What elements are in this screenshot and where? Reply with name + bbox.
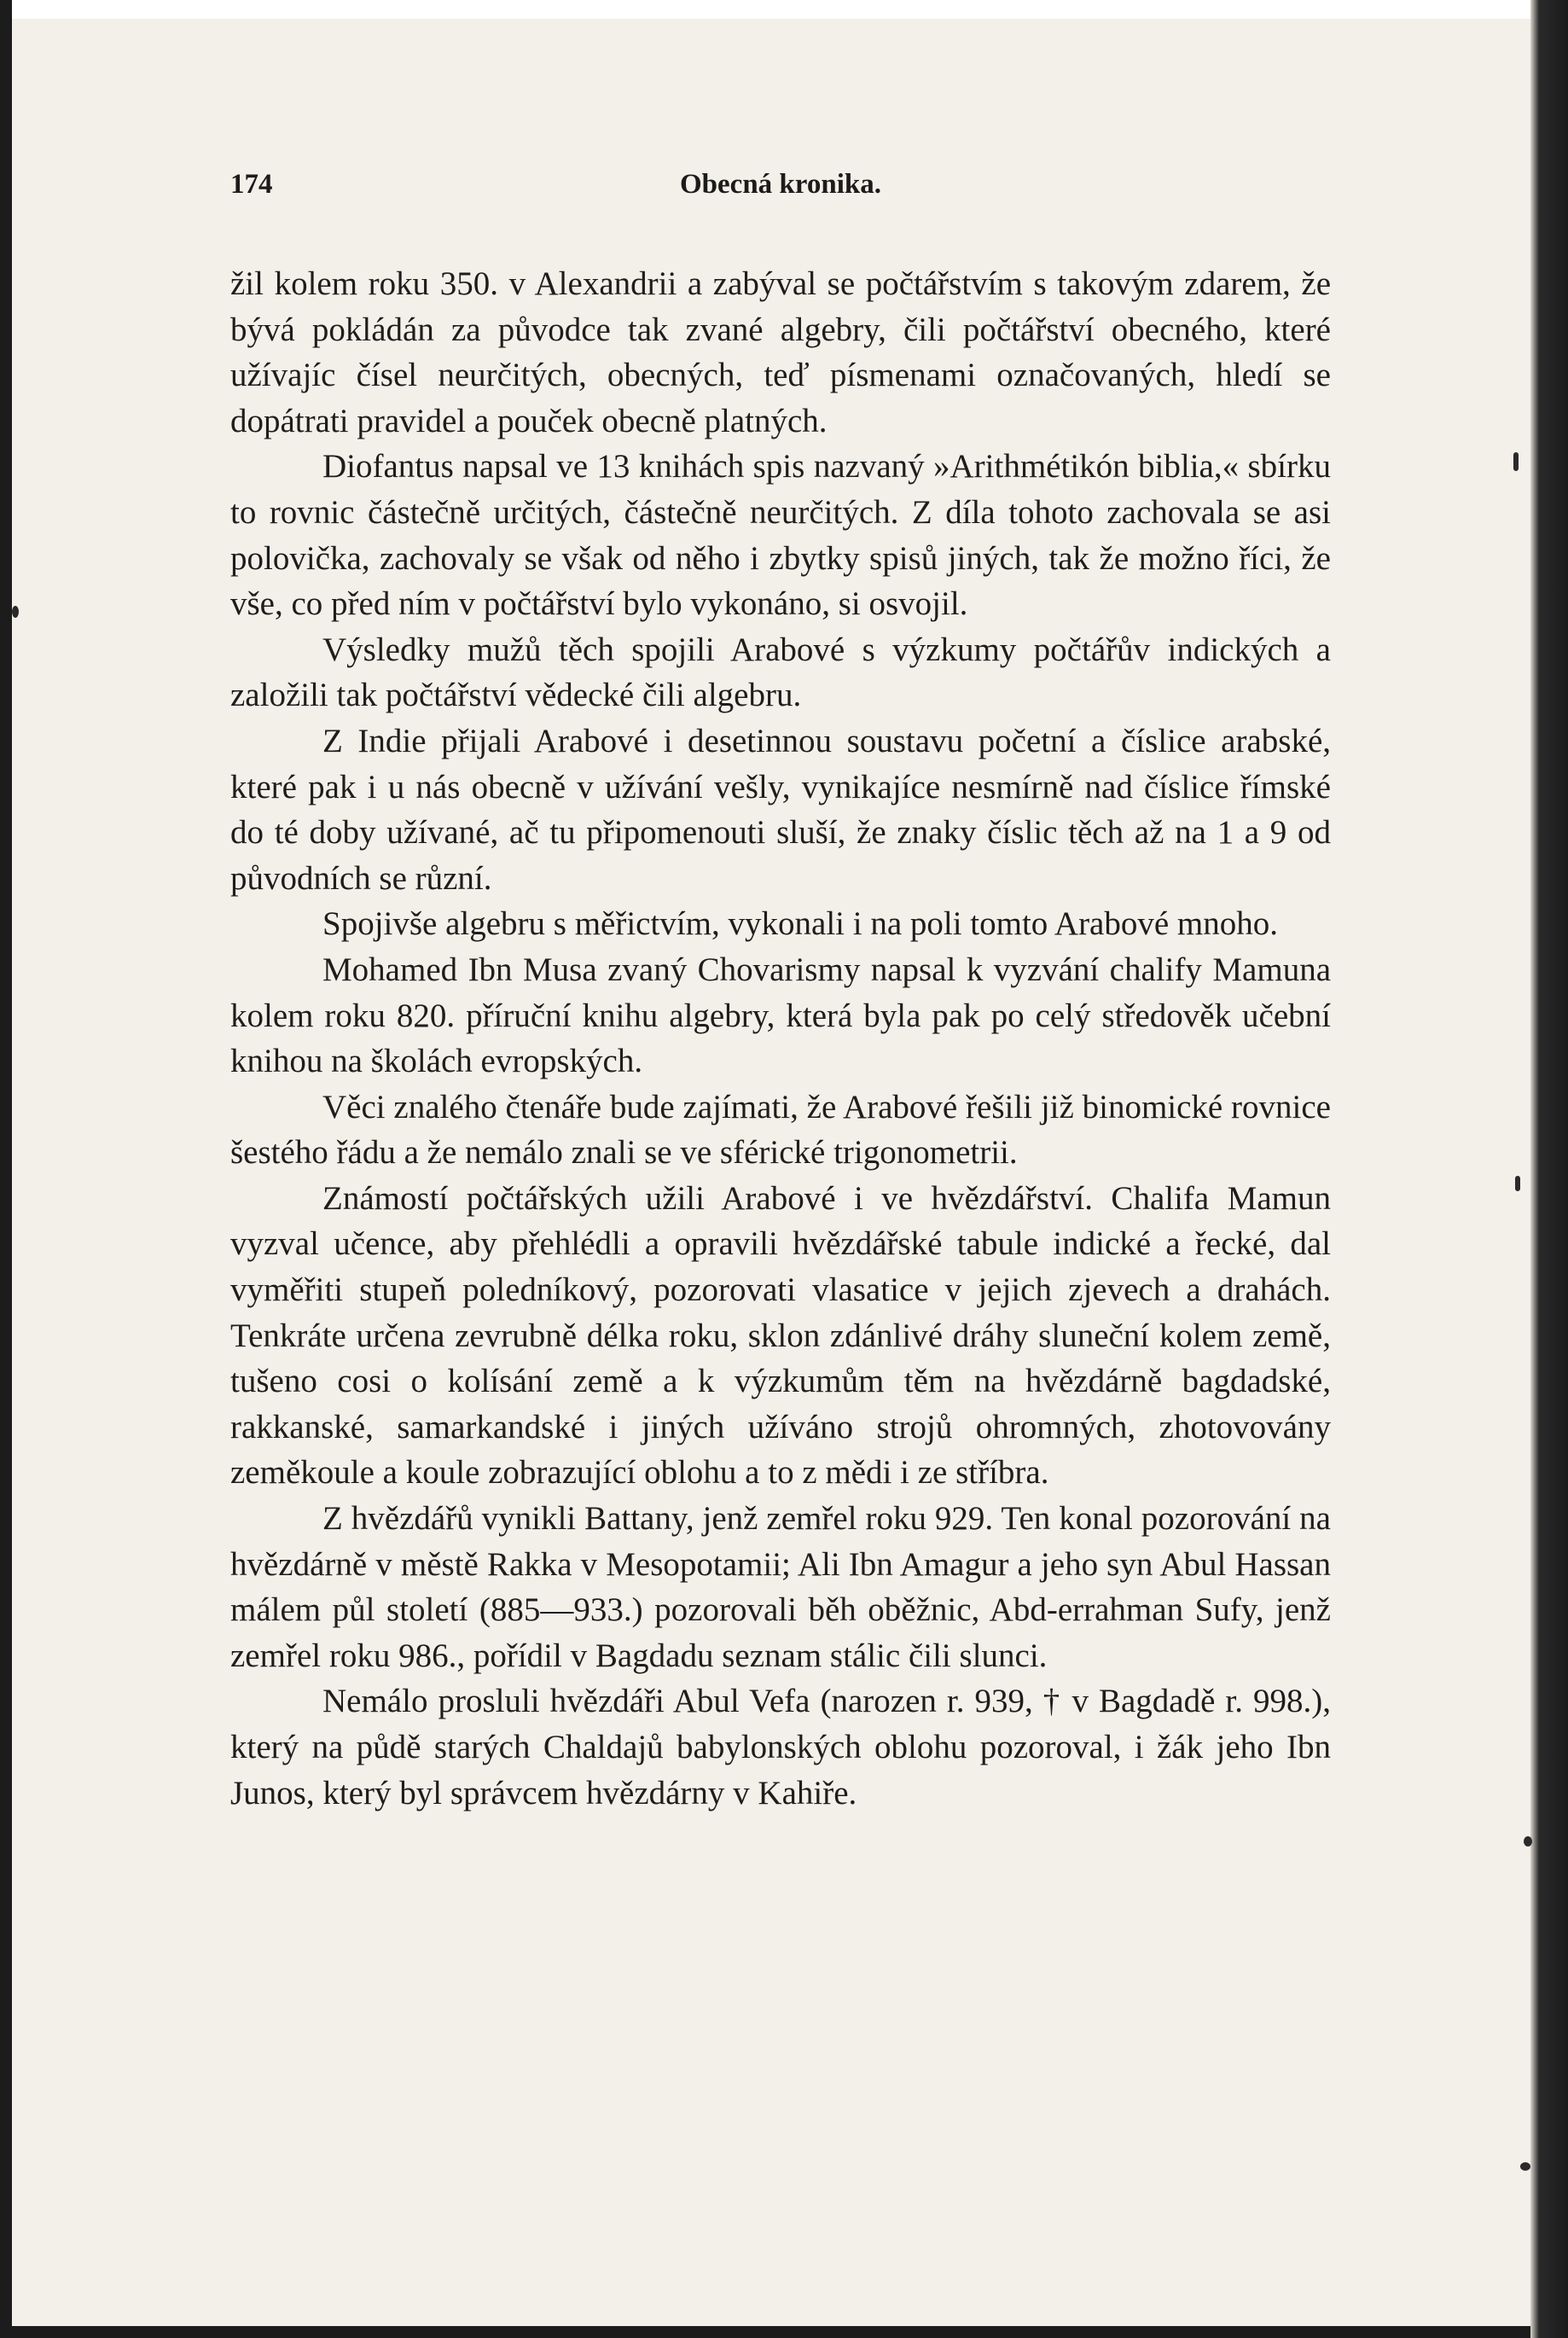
ink-speck [1520, 2162, 1530, 2171]
paragraph: Věci znalého čtenáře bude zajímati, že Arabové řešili již binomické rovnice šestého řádu a že nemálo znali se ve sférické trigonometrii. [230, 1088, 1331, 1172]
paragraph: Z hvězdářů vynikli Battany, jenž zemřel roku 929. Ten konal pozorování na hvězdárně v městě Rakka v Mesopotamii; Ali Ibn Amagur a jeho syn Abul Hassan málem půl století (885—933.) pozorovali běh oběžnic, Abd-errahman Sufy, jenž zemřel roku 986., pořídil v Bagdadu seznam stálic čili slunci. [230, 1500, 1331, 1674]
page-number: 174 [230, 169, 273, 200]
paragraph: žil kolem roku 350. v Alexandrii a zabýval se počtářstvím s takovým zdarem, že bývá pokládán za původce tak zvané algebry, čili počtářství obecného, které užívajíc čísel neurčitých, obecných, teď písmenami označovaných, hledí se dopátrati pravidel a pouček obecně platných. [230, 265, 1331, 439]
paragraph: Výsledky mužů těch spojili Arabové s výzkumy počtářův indických a založili tak počtářství vědecké čili algebru. [230, 631, 1331, 714]
paragraph: Z Indie přijali Arabové i desetinnou soustavu početní a číslice arabské, které pak i u nás obecně v užívání vešly, vynikajíce nesmírně nad číslice římské do té doby užívané, ač tu připomenouti sluší, že znaky číslic těch až na 1 a 9 od původních se různí. [230, 722, 1331, 897]
paragraph: Spojivše algebru s měřictvím, vykonali i na poli tomto Arabové mnoho. [322, 905, 1279, 943]
ink-speck [12, 606, 19, 618]
page-header [230, 169, 1331, 212]
ink-speck [1515, 1176, 1520, 1191]
paragraph: Diofantus napsal ve 13 knihách spis nazvaný »Arithmétikón biblia,« sbírku to rovnic částečně určitých, částečně neurčitých. Z díla tohoto zachovala se asi polovička, zachovaly se však od něho i zbytky spisů jiných, tak že možno říci, že vše, co před ním v počtářství bylo vykonáno, si osvojil. [230, 448, 1331, 623]
scan-border-left [0, 0, 12, 2338]
paragraph: Známostí počtářských užili Arabové i ve hvězdářství. Chalifa Mamun vyzval učence, aby přehlédli a opravili hvězdářské tabule indické a řecké, dal vyměřiti stupeň poledníkový, pozorovati vlasatice v jejich zjevech a drahách. Tenkráte určena zevrubně délka roku, sklon zdánlivé dráhy sluneční kolem země, tušeno cosi o kolísání země a k výzkumům těm na hvězdárně bagdadské, rakkanské, samarkandské i jiných užíváno strojů ohromných, zhotovovány zeměkoule a koule zobrazující oblohu a to z mědi i ze stříbra. [230, 1179, 1331, 1492]
scan-border-right [1530, 0, 1568, 2338]
scan-margin-top [0, 0, 1568, 19]
ink-speck [1513, 452, 1519, 471]
running-head: Obecná kronika. [680, 169, 881, 200]
paragraph: Nemálo prosluli hvězdáři Abul Vefa (narozen r. 939, † v Bagdadě r. 998.), který na půdě starých Chaldajů babylonských oblohu pozoroval, i žák jeho Ibn Junos, který byl správcem hvězdárny v Kahiře. [230, 1683, 1331, 1812]
paragraph: Mohamed Ibn Musa zvaný Chovarismy napsal k vyzvání chalify Mamuna kolem roku 820. příruční knihu algebry, která byla pak po celý středověk učební knihou na školách evropských. [230, 951, 1331, 1080]
scan-border-bottom [0, 2326, 1568, 2338]
ink-speck [1524, 1836, 1532, 1847]
body-text [230, 261, 1331, 1816]
